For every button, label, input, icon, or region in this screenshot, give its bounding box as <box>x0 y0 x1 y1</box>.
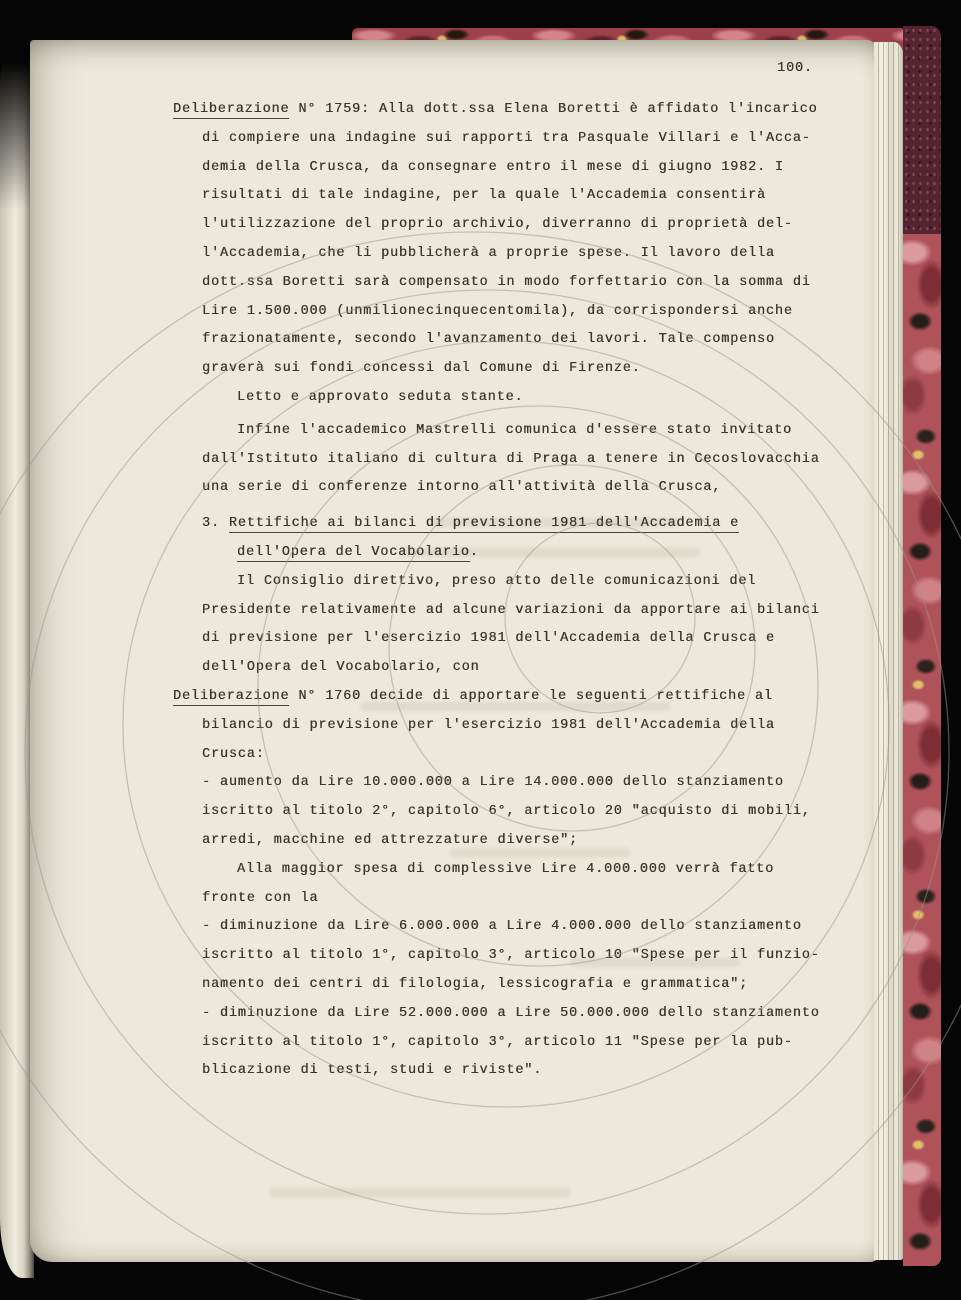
book-cover-right <box>903 26 941 1266</box>
text-line: l'utilizzazione del proprio archivio, diverranno di proprietà del- <box>202 217 793 233</box>
text-line: blicazione di testi, studi e riviste". <box>202 1063 543 1079</box>
text-line: iscritto al titolo 1°, capitolo 3°, articolo 11 "Spese per la pub- <box>202 1034 793 1050</box>
text-line: Crusca: <box>202 746 265 762</box>
cover-leather-corner <box>903 26 941 234</box>
cover-marbled-paper <box>903 234 941 1266</box>
text-line: fronte con la <box>202 890 319 906</box>
text-line: iscritto al titolo 1°, capitolo 3°, articolo 10 "Spese per il funzio- <box>202 948 820 964</box>
text-line: demia della Crusca, da consegnare entro il mese di giugno 1982. I <box>202 159 784 175</box>
text-line: arredi, macchine ed attrezzature diverse"; <box>202 832 578 848</box>
text-line: Presidente relativamente ad alcune variazioni da apportare ai bilanci <box>202 602 820 618</box>
text-line: dott.ssa Boretti sarà compensato in modo forfettario con la somma di <box>202 274 811 290</box>
page-number: 100. <box>777 61 813 76</box>
text-line: l'Accademia, che li pubblicherà a proprie spese. Il lavoro della <box>202 245 775 261</box>
text-line: frazionatamente, secondo l'avanzamento dei lavori. Tale compenso <box>202 332 775 348</box>
text-line: Il Consiglio direttivo, preso atto delle comunicazioni del <box>237 573 757 589</box>
text-line: risultati di tale indagine, per la quale l'Accademia consentirà <box>202 188 766 204</box>
bleed-through-artifact <box>270 1188 570 1197</box>
text-line: di previsione per l'esercizio 1981 dell'Accademia della Crusca e <box>202 631 775 647</box>
text-line: dall'Istituto italiano di cultura di Praga a tenere in Cecoslovacchia <box>202 451 820 467</box>
text-line: dell'Opera del Vocabolario. <box>237 544 479 560</box>
text-line: graverà sui fondi concessi dal Comune di Firenze. <box>202 361 641 377</box>
text-line: Lire 1.500.000 (unmilionecinquecentomila), da corrispondersi anche <box>202 303 793 319</box>
text-line: bilancio di previsione per l'esercizio 1981 dell'Accademia della <box>202 717 775 733</box>
text-line: 3. Rettifiche ai bilanci di previsione 1981 dell'Accademia e <box>202 516 740 532</box>
text-line: - aumento da Lire 10.000.000 a Lire 14.000.000 dello stanziamento <box>202 775 784 791</box>
text-line: di compiere una indagine sui rapporti tra Pasquale Villari e l'Acca- <box>202 130 811 146</box>
text-line: iscritto al titolo 2°, capitolo 6°, articolo 20 "acquisto di mobili, <box>202 804 811 820</box>
text-line: - diminuzione da Lire 6.000.000 a Lire 4.000.000 dello stanziamento <box>202 919 802 935</box>
text-line: - diminuzione da Lire 52.000.000 a Lire 50.000.000 dello stanziamento <box>202 1005 820 1021</box>
text-line: una serie di conferenze intorno all'attività della Crusca, <box>202 480 722 496</box>
text-line: Deliberazione N° 1760 decide di apportare le seguenti rettifiche al <box>173 688 773 704</box>
text-block <box>173 96 833 1086</box>
text-line: Infine l'accademico Mastrelli comunica d'essere stato invitato <box>237 422 792 438</box>
text-line: Letto e approvato seduta stante. <box>237 389 524 405</box>
text-line: namento dei centri di filologia, lessicografia e grammatica"; <box>202 976 749 992</box>
text-line: Alla maggior spesa di complessive Lire 4.000.000 verrà fatto <box>237 861 775 877</box>
text-line: Deliberazione N° 1759: Alla dott.ssa Elena Boretti è affidato l'incarico <box>173 102 818 117</box>
text-line: dell'Opera del Vocabolario, con <box>202 660 480 676</box>
left-page-stack-edge <box>0 52 34 1278</box>
fore-edge-page-stack <box>874 42 906 1260</box>
